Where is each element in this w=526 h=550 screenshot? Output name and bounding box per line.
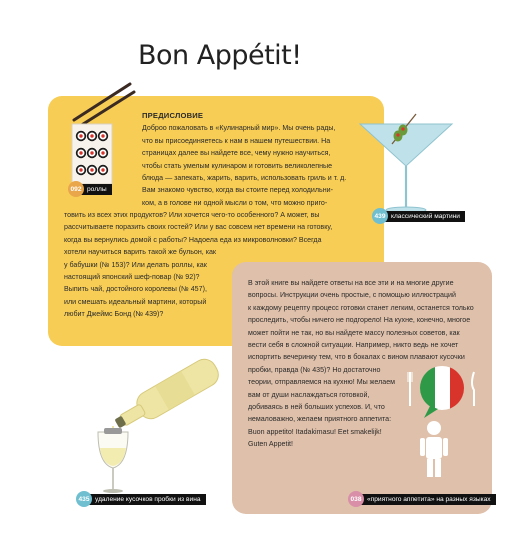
caption-label: удаление кусочков пробки из вина [87, 494, 206, 505]
intro-line: у бабушки (№ 153)? Или делать роллы, как [64, 260, 207, 269]
intro-line: или смешать идеальный мартини, который [64, 297, 207, 306]
intro-line: блюда — запекать, жарить, варить, использовать гриль и т. д. [142, 174, 347, 183]
intro-line: настоящий японский шеф-повар (№ 92)? [64, 273, 200, 282]
intro-line: Выпить чай, достойного королевы (№ 457), [64, 285, 207, 294]
sushi-rolls-icon [66, 80, 136, 190]
caption-wine-cork [76, 492, 206, 506]
intro-text [142, 110, 346, 209]
answers-line: вопросы. Инструкции очень простые, с помощью иллюстраций [248, 291, 456, 300]
caption-label: классический мартини [383, 211, 465, 222]
answers-line: вести себя в сложной ситуации. Например, никто ведь не хочет [248, 341, 459, 350]
answers-line: вам от души наслаждаться готовкой, [248, 390, 370, 399]
answers-line: Buon appetito! Itadakimasu! Eet smakelijk! [248, 427, 382, 436]
caption-label: «приятного аппетита» на разных языках [359, 494, 496, 505]
wine-pour-icon [92, 368, 242, 496]
recipe-number-badge: 038 [348, 491, 364, 507]
answers-line: Guten Appetit! [248, 440, 293, 449]
answers-line: проследить, чтобы ничего не подгорело! На кухне, конечно, многое [248, 316, 471, 325]
intro-heading: ПРЕДИСЛОВИЕ [142, 111, 204, 120]
intro-line: страницах далее вы найдете все, чему нужно научиться, [142, 149, 331, 158]
intro-line: когда вы вернулись домой с работы? Надоела еда из микроволновки? Всегда [64, 235, 322, 244]
martini-glass-icon [356, 110, 456, 220]
intro-line: Вам знакомо чувство, когда вы стоите перед холодильни- [142, 186, 333, 195]
answers-line: испортить вечеринку тем, что в бокалах с вином плавают кусочки [248, 353, 465, 362]
intro-line: что вы присоединяетесь к нам в нашем путешествии. На [142, 136, 331, 145]
answers-line: добиваясь в ней больших успехов. И, что [248, 403, 385, 412]
caption-martini [372, 209, 465, 223]
intro-line: рассчитываете поразить своих гостей? Или у вас совсем нет времени на готовку, [64, 223, 333, 232]
intro-line: ком, а в голове ни одной мысли о том, что можно приго- [142, 198, 328, 207]
answers-line: к каждому рецепту процесс готовки станет легким, останется только [248, 303, 474, 312]
answers-line: немаловажно, желаем приятного аппетита: [248, 415, 392, 424]
intro-line: чтобы стать умелым кулинаром и готовить великолепные [142, 161, 333, 170]
intro-line: любит Джеймс Бонд (№ 439)? [64, 310, 164, 319]
answers-line: теории, отправляемся на кухню! Мы желаем [248, 378, 396, 387]
intro-line: товить из всех этих продуктов? Или хочется чего-то особенного? А может, вы [64, 211, 320, 219]
intro-line: Доброо пожаловать в «Кулинарный мир». Мы очень рады, [142, 124, 336, 133]
recipe-number-badge: 092 [68, 181, 84, 197]
page-title: Bon Appétit! [138, 40, 302, 71]
recipe-number-badge: 439 [372, 208, 388, 224]
caption-bon-appetit [348, 492, 496, 506]
caption-sushi [68, 182, 112, 196]
recipe-number-badge: 435 [76, 491, 92, 507]
italian-chef-icon [408, 360, 488, 480]
answers-line: пробки, правда (№ 435)? Но достаточно [248, 365, 381, 374]
answers-line: В этой книге вы найдете ответы на все эти и на многие другие [248, 279, 454, 287]
intro-line: хотели научиться варить такой же бульон, как [64, 248, 217, 257]
answers-line: может пойти не так, но вы найдете массу полезных советов, как [248, 328, 460, 337]
caption-label: роллы [79, 184, 112, 195]
